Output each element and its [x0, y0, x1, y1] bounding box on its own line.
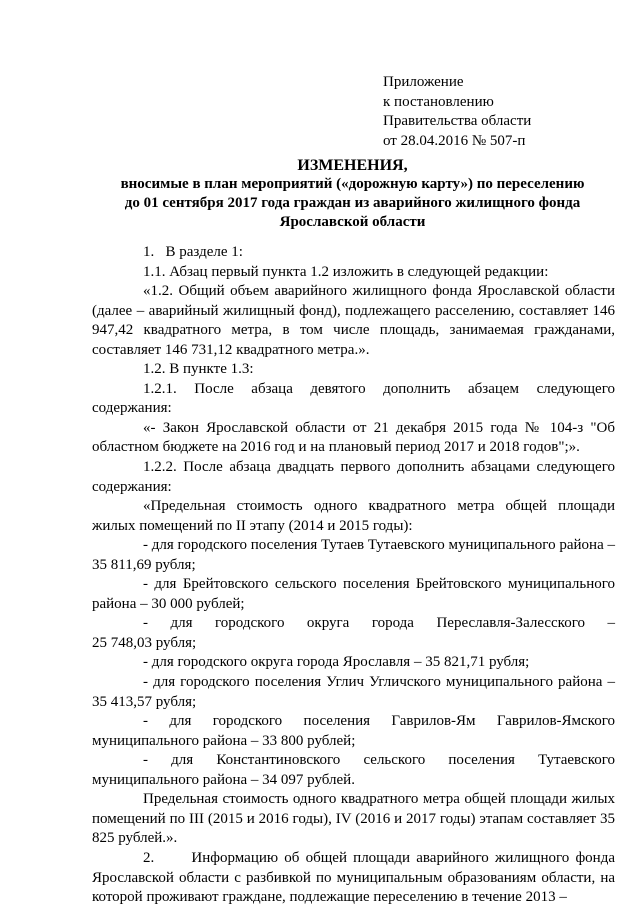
appendix-line: от 28.04.2016 № 507-п — [383, 132, 526, 149]
paragraph: - для городского округа города Переславля-Залесского – — [143, 615, 615, 632]
title-line: вносимые в план мероприятий («дорожную карту») по переселению — [120, 176, 585, 192]
paragraph: 1.2.2. После абзаца двадцать первого дополнить абзацами следующего содержания: — [92, 459, 615, 495]
paragraph: - для городского округа города Ярославля – 35 821,71 рубля; — [143, 654, 530, 671]
appendix-line: к постановлению — [383, 93, 494, 110]
document-title — [90, 156, 615, 232]
paragraph: 1.1. Абзац первый пункта 1.2 изложить в следующей редакции: — [143, 263, 549, 280]
paragraph: 1. В разделе 1: — [143, 244, 243, 260]
title-heading: ИЗМЕНЕНИЯ, — [297, 157, 408, 174]
paragraph: 1.2. В пункте 1.3: — [143, 361, 254, 378]
title-line: Ярославской области — [279, 214, 426, 230]
paragraph: - для городского поселения Углич Угличского муниципального района – 35 413,57 рубля; — [92, 674, 615, 710]
appendix-line: Приложение — [383, 74, 464, 90]
document-body — [92, 243, 615, 908]
paragraph: 1.2.1. После абзаца девятого дополнить абзацем следующего содержания: — [92, 380, 615, 417]
paragraph: - для городского поселения Гаврилов-Ям Гаврилов-Ямского муниципального района – 33 800 рублей; — [92, 713, 615, 749]
appendix-header — [383, 73, 531, 151]
paragraph: - для Брейтовского сельского поселения Брейтовского муниципального района – 30 000 рублей; — [92, 576, 615, 612]
paragraph: - для городского поселения Тутаев Тутаевского муниципального района – 35 811,69 рубля; — [92, 537, 615, 573]
paragraph: «1.2. Общий объем аварийного жилищного фонда Ярославской области (далее – аварийный жилищный фонд), подлежащего расселению, составляет 146 947,42 квадратного метра, в том числе площадь, занимаемая гражданами, составляет 146 731,12 квадратного метра.». — [92, 283, 615, 358]
paragraph: - для Константиновского сельского поселения Тутаевского муниципального района – 34 097 рублей. — [92, 752, 615, 788]
paragraph: «Предельная стоимость одного квадратного метра общей площади жилых помещений по II этапу (2014 и 2015 годы): — [92, 498, 615, 534]
paragraph: 2. Информацию об общей площади аварийного жилищного фонда Ярославской области с разбивкой по муниципальным образованиям области, на которой проживают граждане, подлежащие переселению в течение 2013 – — [92, 849, 615, 906]
title-line: до 01 сентября 2017 года граждан из аварийного жилищного фонда — [124, 195, 581, 211]
paragraph: 25 748,03 рубля; — [92, 634, 197, 651]
paragraph: Предельная стоимость одного квадратного метра общей площади жилых помещений по III (2015 и 2016 годы), IV (2016 и 2017 годы) этапам составляет 35 825 рублей.». — [92, 791, 615, 847]
paragraph: «- Закон Ярославской области от 21 декабря 2015 года № 104-з "Об областном бюджете на 2016 год и на плановый период 2017 и 2018 годов";». — [92, 419, 615, 456]
appendix-line: Правительства области — [383, 113, 532, 129]
